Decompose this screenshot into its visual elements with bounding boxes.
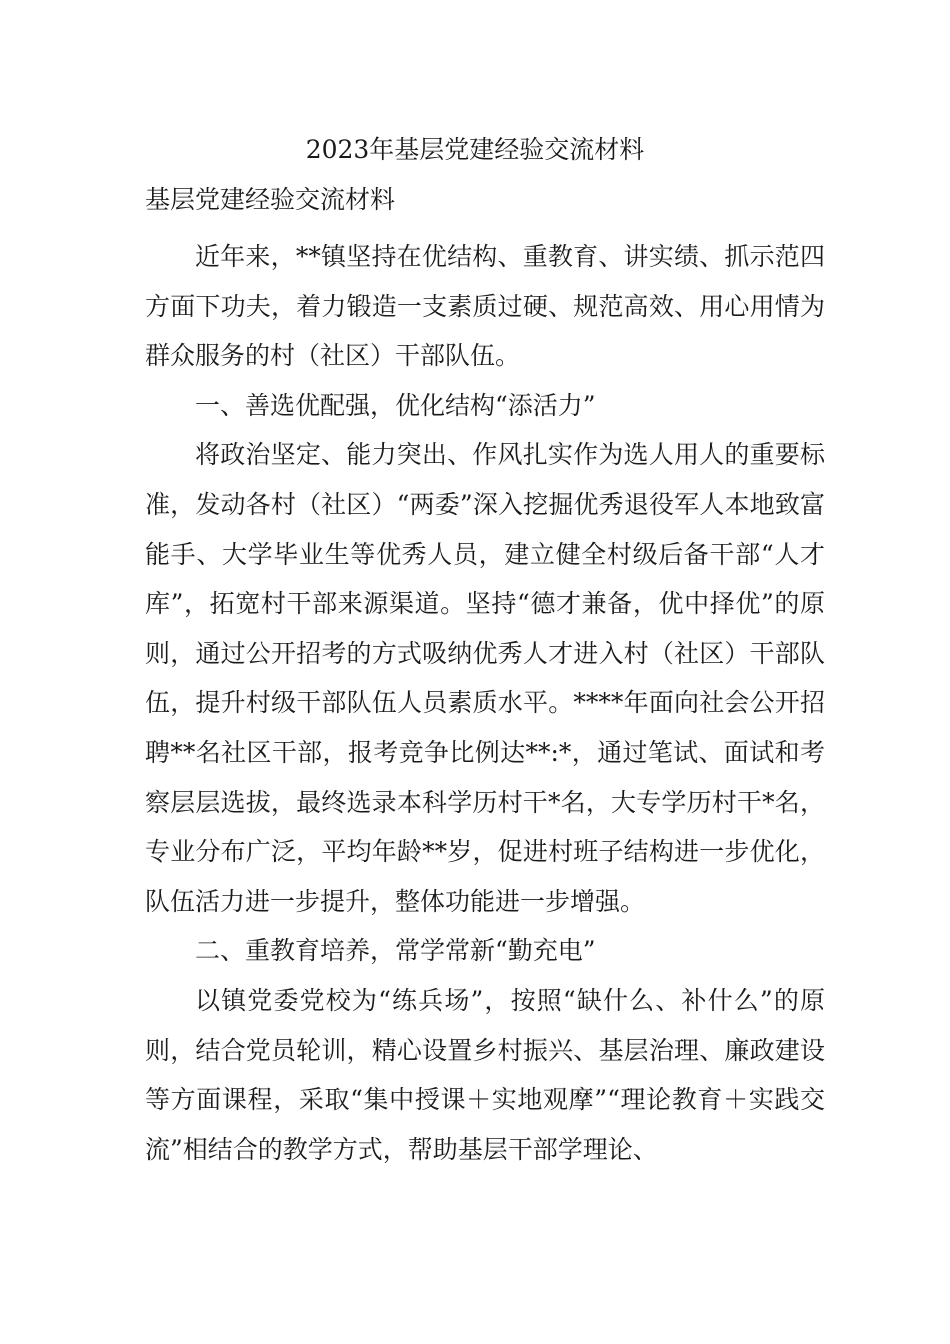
intro-paragraph: 近年来，**镇坚持在优结构、重教育、讲实绩、抓示范四方面下功夫，着力锻造一支素质过硬、规范高效、用心用情为群众服务的村（社区）干部队伍。 <box>145 242 825 371</box>
document-body <box>145 232 825 1174</box>
section-1-heading: 一、善选优配强，优化结构“添活力” <box>195 390 596 420</box>
section-2-heading: 二、重教育培养，常学常新“勤充电” <box>195 936 596 966</box>
section-2-paragraph: 以镇党委党校为“练兵场”，按照“缺什么、补什么”的原则，结合党员轮训，精心设置乡村振兴、基层治理、廉政建设等方面课程，采取“集中授课＋实地观摩”“理论教育＋实践交流”相结合的教学方式，帮助基层干部学理论、 <box>145 985 825 1164</box>
document-title: 2023年基层党建经验交流材料 <box>305 135 645 164</box>
section-1-paragraph: 将政治坚定、能力突出、作风扎实作为选人用人的重要标准，发动各村（社区）“两委”深入挖掘优秀退役军人本地致富能手、大学毕业生等优秀人员，建立健全村级后备干部“人才库”，拓宽村干部来源渠道。坚持“德才兼备，优中择优”的原则，通过公开招考的方式吸纳优秀人才进入村（社区）干部队伍，提升村级干部队伍人员素质水平。****年面向社会公开招聘**名社区干部，报考竞争比例达**:*，通过笔试、面试和考察层层选拔，最终选录本科学历村干*名，大专学历村干*名，专业分布广泛，平均年龄**岁，促进村班子结构进一步优化，队伍活力进一步提升，整体功能进一步增强。 <box>145 440 825 916</box>
document-subtitle: 基层党建经验交流材料 <box>145 185 396 214</box>
